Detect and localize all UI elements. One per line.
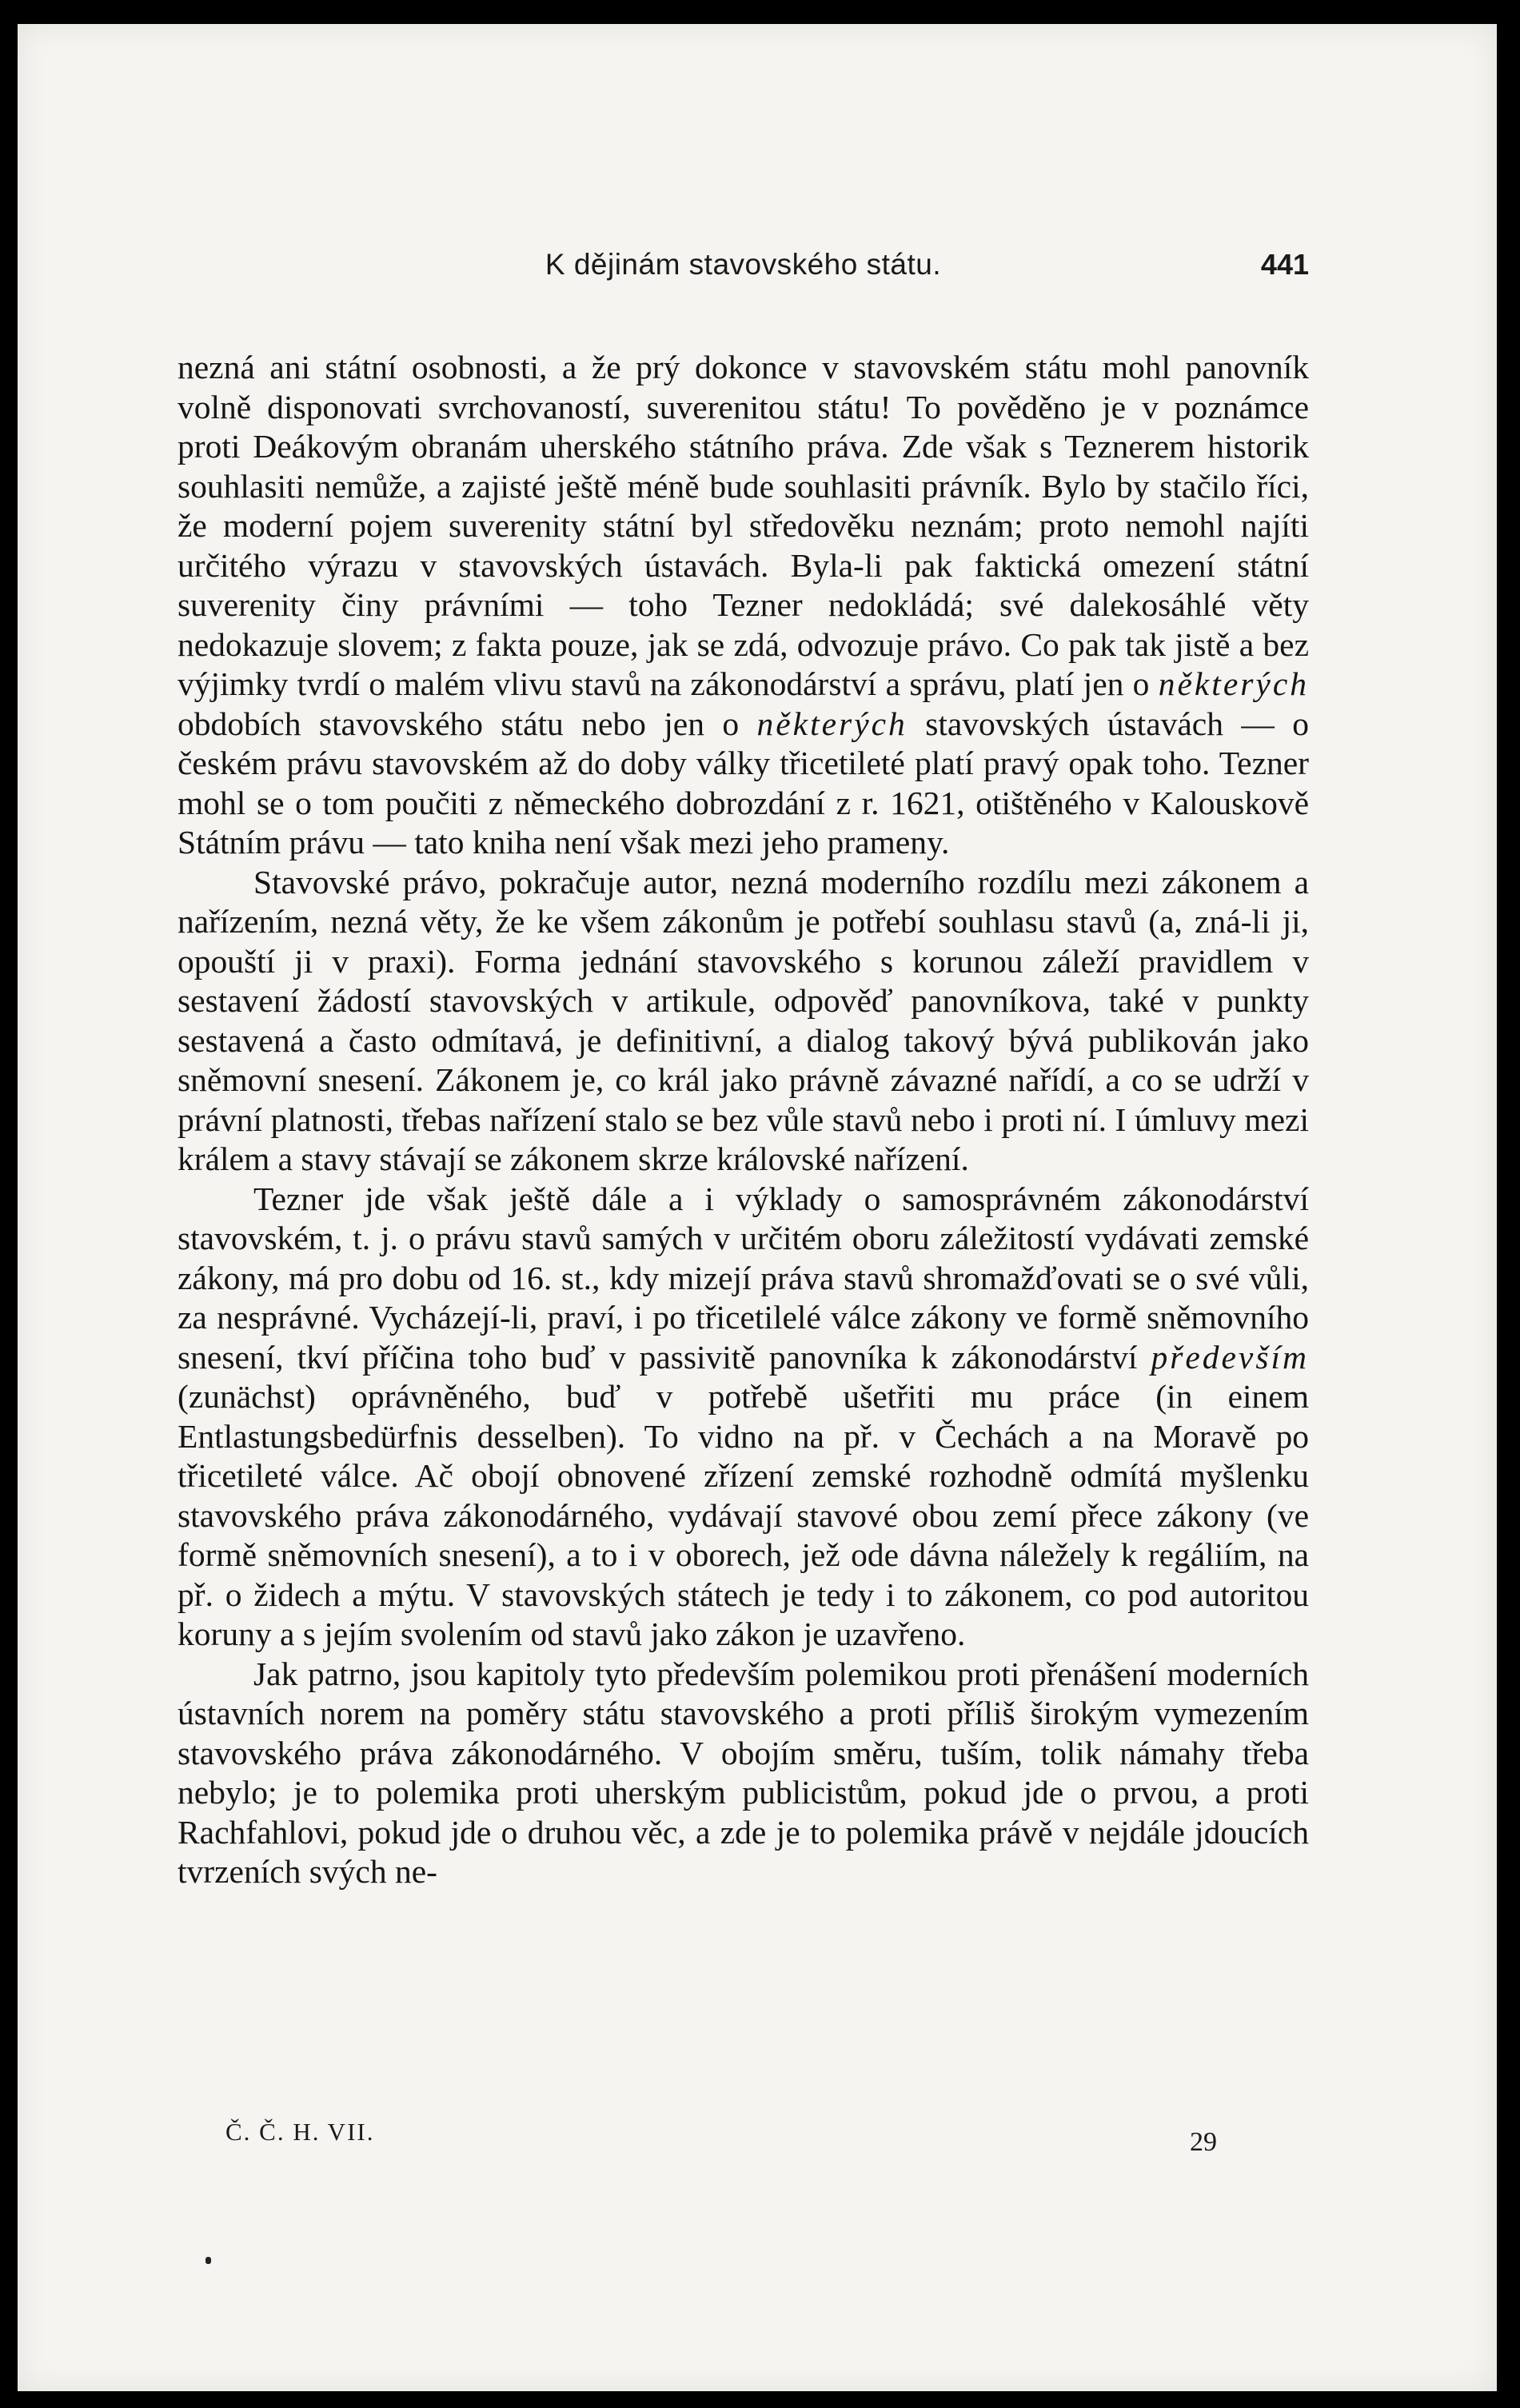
text-run: nezná ani státní osobnosti, a že prý dokonce v stavovském státu mohl panovník volně disponovati svrchovaností, suverenitou státu! To pověděno je v poznámce proti Deákovým obranám uherského státního práva. Zde však s Teznerem historik souhlasiti nemůže, a zajisté ještě méně bude souhlasiti právník. Bylo by stačilo říci, že moderní pojem suverenity státní byl středověku neznám; proto nemohl najíti určitého výrazu v stavovských ústavách. Byla-li pak faktická omezení státní suverenity činy právními — toho Tezner nedokládá; své dalekosáhlé věty nedokazuje slovem; z fakta pouze, jak se zdá, odvozuje právo. Co pak tak jistě a bez výjimky tvrdí o malém vlivu stavů na zákonodárství a správu, platí jen o [178,349,1309,702]
page-number: 441 [1260,248,1309,281]
text-run: stavovských ústavách — o českém právu stavovském až do doby války třicetileté platí pravý opak toho. Tezner mohl se o tom poučiti z německého dobrozdání z r. 1621, otištěného v Kalouskově Státním právu — tato kniha není však mezi jeho prameny. [178,705,1309,861]
running-header [178,248,1309,296]
emphasis-text: některých [1158,665,1309,702]
text-run: Stavovské právo, pokračuje autor, nezná moderního rozdílu mezi zákonem a nařízením, nezná věty, že ke všem zákonům je potřebí souhlasu stavů (a, zná-li ji, opouští ji v praxi). Forma jednání stavovského s korunou záleží pravidlem v sestavení žádostí stavovských v artikule, odpověď panovníkova, také v punkty sestavená a často odmítavá, je definitivní, a dialog takový bývá publikován jako sněmovní snesení. Zákonem je, co král jako právně závazné nařídí, a co se udrží v právní platnosti, třebas nařízení stalo se bez vůle stavů nebo i proti ní. I úmluvy mezi králem a stavy stávají se zákonem skrze královské nařízení. [178,863,1309,1177]
text-run: (zunächst) oprávněného, buď v potřebě ušetřiti mu práce (in einem Entlastungsbedürfnis desselben). To vidno na př. v Čechách a na Moravě po třicetileté válce. Ač obojí obnovené zřízení zemské rozhodně odmítá myšlenku stavovského práva zákonodárného, vydávají stavové obou zemí přece zákony (ve formě sněmovních snesení), a to i v oborech, jež ode dávna náležely k regáliím, na př. o židech a mýtu. V stavovských státech je tedy i to zákonem, co pod autoritou koruny a s jejím svolením od stavů jako zákon je uzavřeno. [178,1378,1309,1652]
text-run: Tezner jde však ještě dále a i výklady o samosprávném zákonodárství stavovském, t. j. o právu stavů samých v určitém oboru záležitostí vydávati zemské zákony, má pro dobu od 16. st., kdy mizejí práva stavů shromažďovati se o své vůli, za nesprávné. Vycházejí-li, praví, i po třicetilelé válce zákony ve formě sněmovního snesení, tkví příčina toho buď v passivitě panovníka k zákonodárství [178,1180,1309,1376]
emphasis-text: především [1151,1338,1309,1376]
body-text [178,348,1309,1892]
paragraph [178,348,1309,863]
signature-mark: Č. Č. H. VII. [225,2118,375,2146]
sheet-number: 29 [1190,2127,1217,2157]
scanned-page [18,24,1497,2391]
scan-speck [205,2257,211,2264]
paragraph [178,863,1309,1180]
page-footer [178,2118,1309,2158]
paragraph [178,1180,1309,1655]
text-run: Jak patrno, jsou kapitoly tyto především polemikou proti přenášení moderních ústavních norem na poměry státu stavovského a proti příliš širokým vymezením stavovského práva zákonodárného. V obojím směru, tuším, tolik námahy třeba nebylo; je to polemika proti uherským publicistům, pokud jde o prvou, a proti Rachfahlovi, pokud jde o druhou věc, a zde je to polemika právě v nejdále jdoucích tvrzeních svých ne- [178,1655,1309,1890]
paragraph [178,1655,1309,1892]
running-title: K dějinám stavovského státu. [545,248,942,281]
emphasis-text: některých [756,705,908,742]
text-run: obdobích stavovského státu nebo jen o [178,705,757,742]
